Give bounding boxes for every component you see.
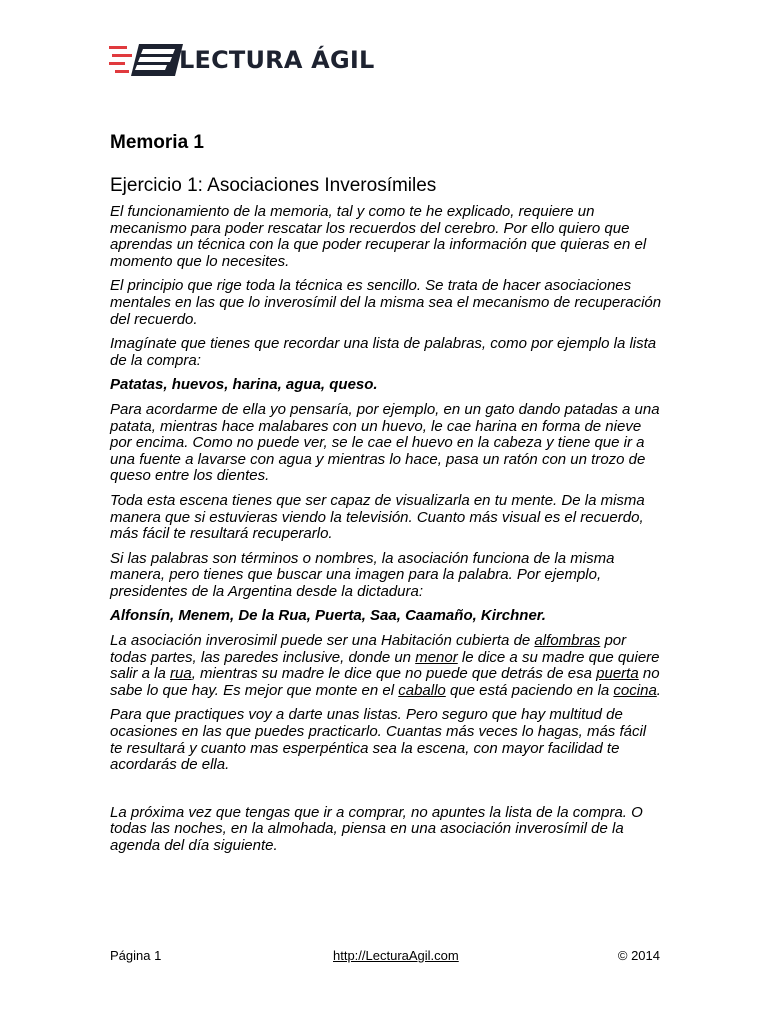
paragraph-visualize: Toda esta escena tienes que ser capaz de visualizarla en tu mente. De la misma manera que si estuvieras viendo la televisión. Cuanto más visual es el recuerdo, más fácil te resultará recuperarlo.: [110, 491, 645, 543]
underlined-word: cocina: [613, 681, 657, 699]
page-title: Memoria 1: [110, 132, 204, 153]
page-number: Página 1: [110, 948, 162, 963]
paragraph-principle: El principio que rige toda la técnica es sencillo. Se trata de hacer asociaciones mentales en las que lo inverosímil del la misma sea el mecanismo de recuperación del recuerdo.: [110, 277, 662, 328]
paragraph-names: Si las palabras son términos o nombres, la asociación funciona de la misma manera, pero tienes que buscar una imagen para la palabra. Por ejemplo, presidentes de la Argentina desde la dictadura:: [110, 549, 615, 600]
paragraph-scene: Para acordarme de ella yo pensaría, por ejemplo, en un gato dando patadas a una patata, mientras hace malabares con un huevo, le cae harina en forma de nieve por encima. Como no puede ver, se le cae el huevo en la cabeza y tiene que ir a una fuente a lavarse con agua y mientras lo hace, pasa un ratón con un trozo de queso entre los dientes.: [110, 400, 660, 485]
underlined-word: rua: [170, 665, 192, 683]
underlined-word: caballo: [398, 681, 446, 699]
website-link[interactable]: http://LecturaAgil.com: [333, 948, 459, 963]
logo-speed-lines-icon: [109, 42, 185, 78]
paragraph-intro: El funcionamiento de la memoria, tal y como te he explicado, requiere un mecanismo para poder rescatar los recuerdos del cerebro. Por ello quiero que aprendas un técnica con la que poder recuperar la información que quieras en el momento que lo necesites.: [110, 203, 647, 270]
page-footer: [110, 948, 660, 964]
text-segment: , mientras su madre le dice que no puede que detrás de esa: [191, 665, 597, 683]
brand-logo: [109, 42, 374, 78]
paragraph-association: [110, 633, 662, 699]
paragraph-practice: Para que practiques voy a darte unas listas. Pero seguro que hay multitud de ocasiones en las que puedes practicarlo. Cuantas más veces lo hagas, más fácil te resultará y cuanto mas esperpéntica sea la escena, con mayor facilidad te acordarás de ella.: [110, 706, 647, 774]
brand-name: LECTURA ÁGIL: [179, 46, 375, 74]
copyright: © 2014: [617, 948, 660, 963]
paragraph-closing: La próxima vez que tengas que ir a comprar, no apuntes la lista de la compra. O todas las noches, en la almohada, piensa en una asociación inverosímil de la agenda del día siguiente.: [110, 803, 643, 854]
text-segment: La asociación inverosimil puede ser una Habitación cubierta de: [110, 632, 535, 650]
text-segment: que está paciendo en la: [445, 681, 614, 699]
text-segment: le dice a su madre que quiere salir a la: [110, 648, 660, 683]
document-body: [110, 130, 662, 863]
underlined-word: alfombras: [534, 632, 601, 650]
paragraph-example: Imagínate que tienes que recordar una lista de palabras, como por ejemplo la lista de la compra:: [110, 335, 657, 369]
underlined-word: menor: [415, 648, 458, 666]
text-segment: .: [656, 681, 661, 699]
presidents-list: Alfonsín, Menem, De la Rua, Puerta, Saa, Caamaño, Kirchner.: [110, 607, 546, 625]
text-segment: por todas partes, las paredes inclusive, donde un: [110, 632, 627, 666]
shopping-list: Patatas, huevos, harina, agua, queso.: [110, 376, 378, 394]
text-segment: no sabe lo que hay. Es mejor que monte en el: [110, 665, 660, 699]
underlined-word: puerta: [596, 665, 639, 683]
exercise-title: Ejercicio 1: Asociaciones Inverosímiles: [110, 175, 437, 196]
